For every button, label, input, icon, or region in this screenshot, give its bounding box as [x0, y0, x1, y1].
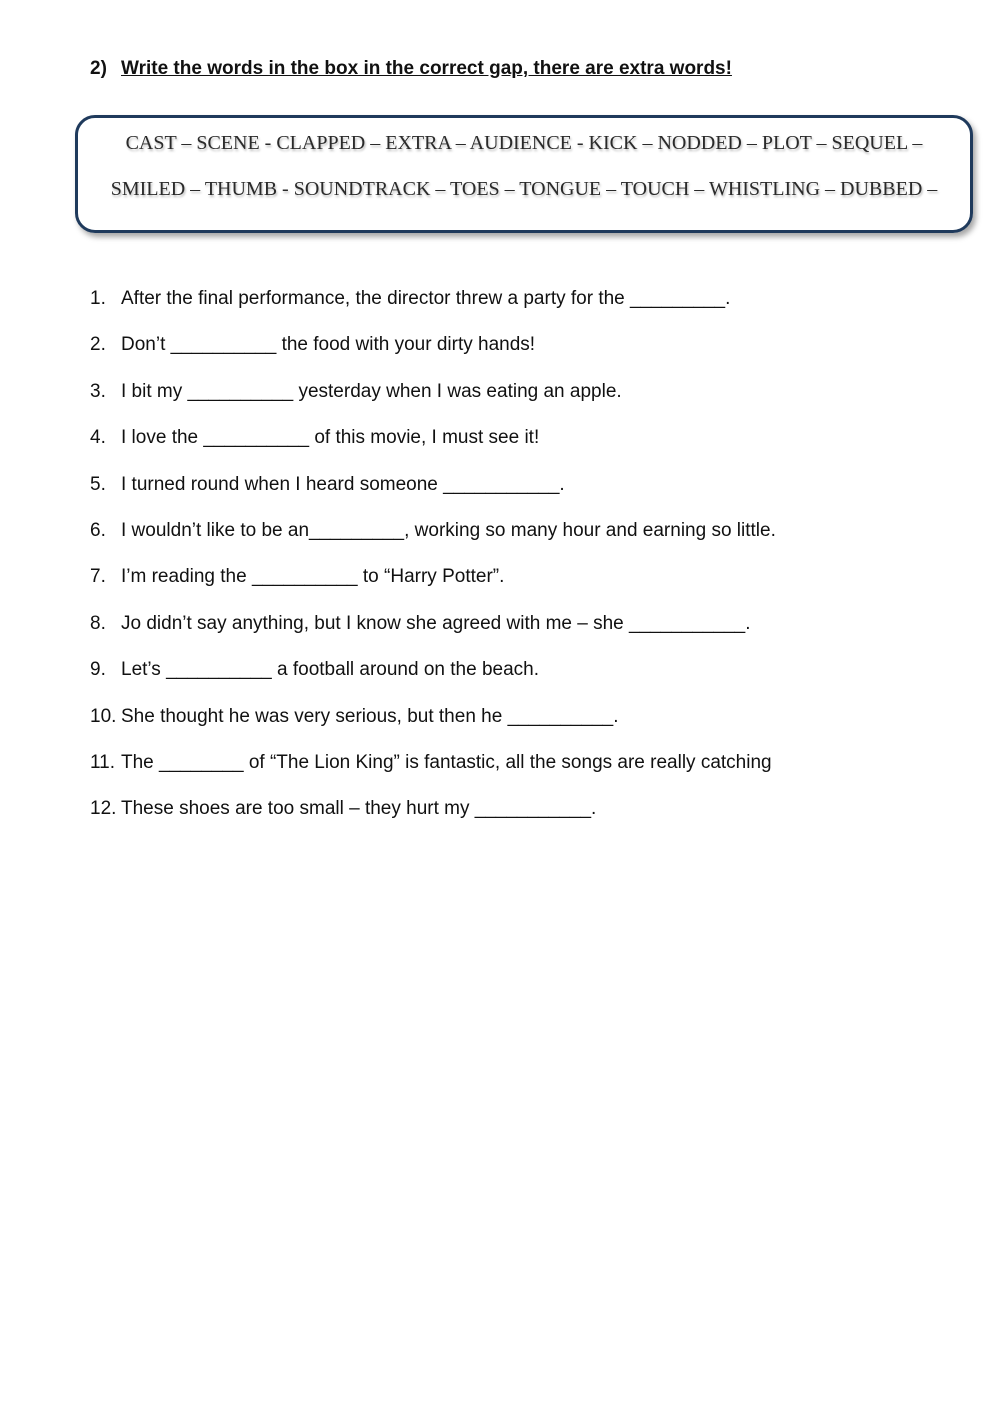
question-text: Don’t __________ the food with your dirty hands! [121, 334, 536, 356]
question-number: 2. [90, 334, 106, 356]
question-text: These shoes are too small – they hurt my ___________. [121, 798, 597, 820]
question-text: I love the __________ of this movie, I must see it! [121, 427, 540, 449]
question-list [90, 286, 776, 843]
question-text: After the final performance, the director threw a party for the _________. [121, 288, 731, 309]
question-12 [90, 796, 776, 842]
exercise-title: Write the words in the box in the correct gap, there are extra words! [121, 58, 732, 79]
question-text: I wouldn’t like to be an_________, working so many hour and earning so little. [121, 519, 776, 541]
question-4 [90, 425, 776, 471]
word-box-line-1: CAST – SCENE - CLAPPED – EXTRA – AUDIENCE - KICK – NODDED – PLOT – SEQUEL – [125, 132, 923, 154]
question-text: I’m reading the __________ to “Harry Potter”. [121, 566, 505, 588]
word-box [75, 115, 973, 233]
question-number: 1. [90, 288, 106, 309]
question-text: The ________ of “The Lion King” is fantastic, all the songs are really catching [121, 751, 772, 773]
exercise-heading [90, 58, 732, 80]
question-number: 11. [90, 751, 116, 773]
question-text: Let’s __________ a football around on the beach. [121, 659, 539, 681]
question-2 [90, 332, 776, 378]
question-5 [90, 472, 776, 518]
question-number: 9. [90, 659, 106, 681]
question-11 [90, 750, 776, 796]
question-number: 3. [90, 380, 106, 402]
question-number: 4. [90, 427, 106, 449]
question-3 [90, 379, 776, 425]
question-number: 10. [90, 705, 117, 727]
question-10 [90, 704, 776, 750]
question-number: 12. [90, 798, 117, 820]
question-text: Jo didn’t say anything, but I know she agreed with me – she ___________. [121, 612, 751, 634]
exercise-number: 2) [90, 58, 107, 79]
question-text: I bit my __________ yesterday when I was eating an apple. [121, 380, 622, 402]
question-number: 8. [90, 612, 106, 634]
word-box-line-2: SMILED – THUMB - SOUNDTRACK – TOES – TONGUE – TOUCH – WHISTLING – DUBBED – [110, 178, 938, 200]
question-9 [90, 657, 776, 703]
question-number: 5. [90, 473, 106, 495]
question-7 [90, 564, 776, 610]
question-text: She thought he was very serious, but then he __________. [121, 705, 619, 727]
question-number: 6. [90, 519, 106, 541]
question-number: 7. [90, 566, 106, 588]
question-8 [90, 611, 776, 657]
question-text: I turned round when I heard someone ___________. [121, 473, 565, 495]
question-6 [90, 518, 776, 564]
question-1 [90, 286, 776, 332]
